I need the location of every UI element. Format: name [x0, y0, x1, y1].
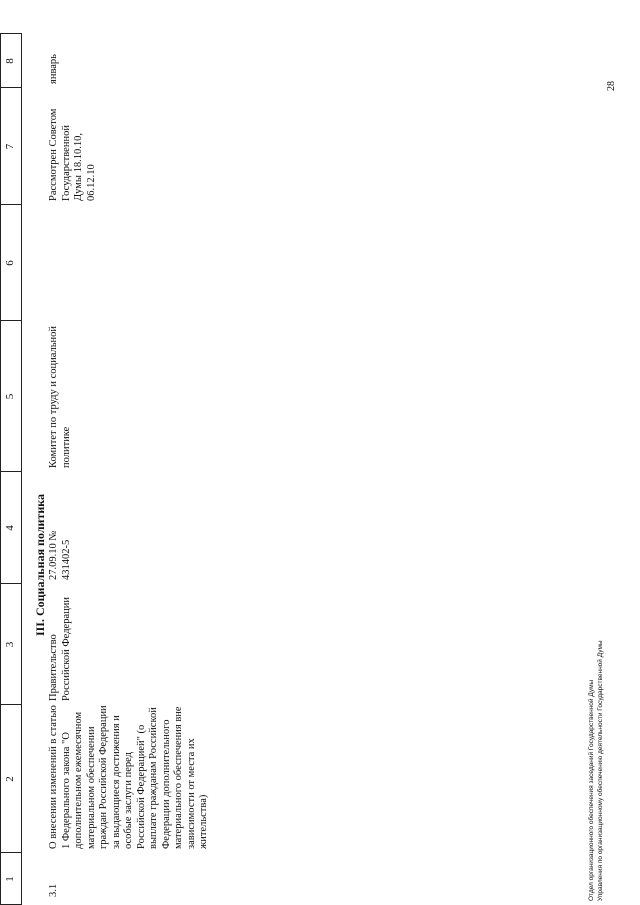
footer-line: Отдел организационного обеспечения заседаний Государственной Думы — [588, 679, 595, 901]
column-number: 6 — [4, 260, 16, 266]
row-number: 3.1 — [48, 883, 59, 897]
footer — [588, 281, 605, 901]
review-status: Рассмотрен Советом Государственной Думы 18.10.10, 06.12.10 — [48, 108, 97, 201]
bill-date-number: 27.09.10 № 431402-5 — [48, 530, 72, 580]
column-number: 2 — [4, 776, 16, 782]
bill-title: О внесении изменений в статью 1 Федерального закона "О дополнительном ежемесячном материальном обеспечении граждан Российской Федерации за выдающиеся достижения и особые заслуги перед Российской Федерацией" (о выплате гражданам Российской Федерации дополнительного материального обеспечения вне зависимости от места их жительства) — [48, 705, 209, 849]
section-title: III. Социальная политика — [33, 493, 47, 637]
header-bottom-border — [21, 33, 22, 905]
page-number: 28 — [606, 81, 617, 91]
responsible-committee: Комитет по труду и социальной политике — [48, 325, 72, 468]
column-number: 3 — [4, 641, 16, 648]
footer-line: Управления по организационному обеспечению деятельности Государственной Думы — [596, 640, 604, 901]
column-number: 7 — [4, 143, 16, 150]
review-month: январь — [48, 54, 59, 84]
column-number: 1 — [4, 876, 16, 882]
column-number: 8 — [4, 58, 16, 64]
bill-initiator: Правительство Российской Федерации — [48, 597, 72, 701]
column-number: 4 — [4, 525, 16, 531]
column-number: 5 — [4, 393, 16, 400]
